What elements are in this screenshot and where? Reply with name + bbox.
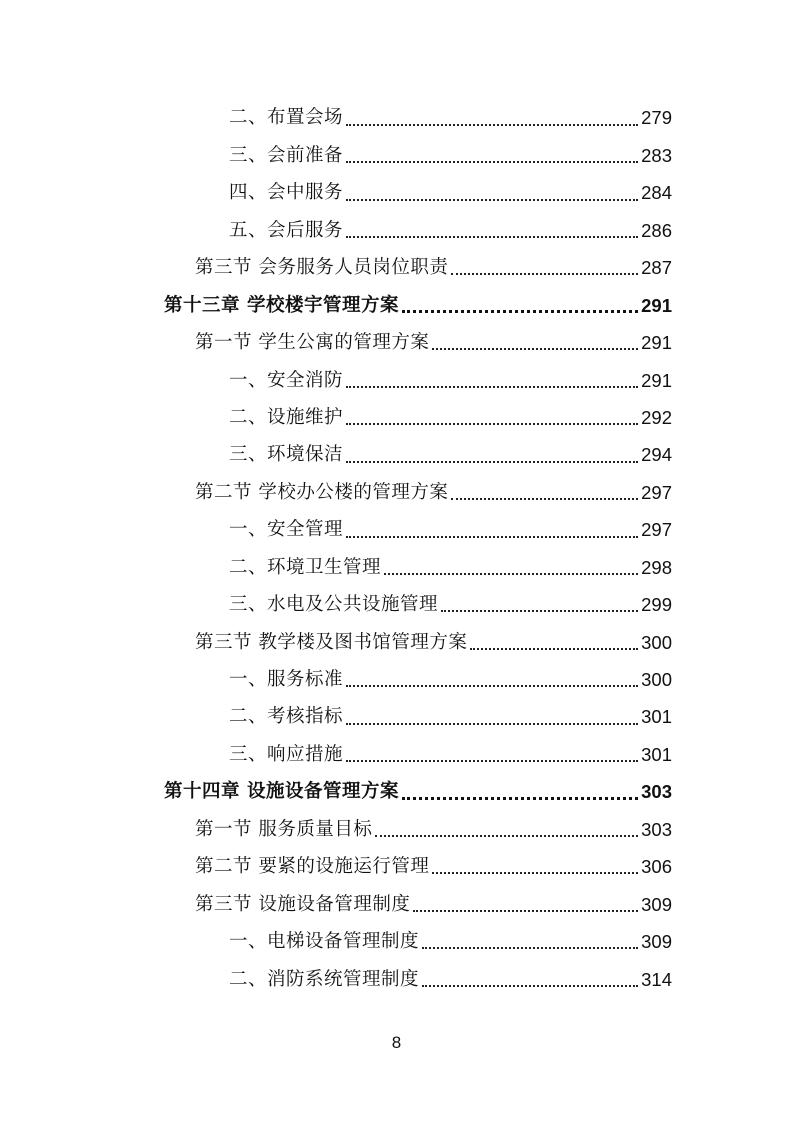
- toc-dot-leader: [432, 872, 638, 874]
- toc-dot-leader: [413, 910, 638, 912]
- toc-dot-leader: [384, 573, 638, 575]
- toc-entry[interactable]: [0, 587, 793, 624]
- toc-entry[interactable]: [0, 924, 793, 961]
- toc-entry-page: 306: [641, 856, 672, 878]
- toc-entry-title: 四、会中服务: [229, 182, 344, 204]
- toc-section-entry[interactable]: [0, 811, 793, 848]
- toc-entry-page: 299: [641, 594, 672, 616]
- toc-entry-page: 297: [641, 519, 672, 541]
- toc-dot-leader: [402, 310, 638, 313]
- toc-entry-title: 第十四章 设施设备管理方案: [164, 781, 399, 803]
- toc-dot-leader: [470, 648, 638, 650]
- toc-entry-title: 三、水电及公共设施管理: [229, 594, 439, 616]
- toc-dot-leader: [375, 835, 638, 837]
- toc-chapter-entry[interactable]: [0, 774, 793, 811]
- toc-section-entry[interactable]: [0, 250, 793, 287]
- toc-entry-page: 303: [641, 818, 672, 840]
- toc-entry-title: 一、安全消防: [229, 369, 344, 391]
- toc-dot-leader: [346, 161, 638, 163]
- toc-entry[interactable]: [0, 736, 793, 773]
- toc-entry-title: 第一节 学生公寓的管理方案: [195, 332, 430, 354]
- toc-entry-title: 第十三章 学校楼宇管理方案: [164, 294, 399, 316]
- toc-entry-page: 279: [641, 107, 672, 129]
- toc-entry-title: 二、消防系统管理制度: [229, 968, 420, 990]
- toc-dot-leader: [402, 797, 638, 800]
- toc-entry-page: 294: [641, 444, 672, 466]
- toc-entry-page: 292: [641, 406, 672, 428]
- toc-entry-page: 300: [641, 631, 672, 653]
- toc-entry-title: 一、安全管理: [229, 519, 344, 541]
- toc-entry-title: 二、环境卫生管理: [229, 556, 382, 578]
- toc-entry-page: 291: [641, 332, 672, 354]
- toc-section-entry[interactable]: [0, 886, 793, 923]
- toc-entry-page: 301: [641, 743, 672, 765]
- toc-entry-title: 三、会前准备: [229, 144, 344, 166]
- toc-entry-page: 303: [641, 781, 672, 803]
- page-number: 8: [391, 1033, 402, 1052]
- toc-dot-leader: [422, 985, 638, 987]
- toc-entry[interactable]: [0, 137, 793, 174]
- toc-entry-title: 第一节 服务质量目标: [195, 818, 373, 840]
- toc-entry-page: 291: [641, 294, 672, 316]
- toc-entry-title: 第二节 要紧的设施运行管理: [195, 856, 430, 878]
- table-of-contents: [0, 100, 793, 999]
- toc-entry-title: 第三节 会务服务人员岗位职责: [195, 257, 449, 279]
- toc-dot-leader: [346, 723, 638, 725]
- toc-entry-page: 283: [641, 144, 672, 166]
- toc-entry[interactable]: [0, 549, 793, 586]
- toc-entry[interactable]: [0, 175, 793, 212]
- toc-entry-title: 一、服务标准: [229, 669, 344, 691]
- toc-entry-page: 309: [641, 893, 672, 915]
- toc-dot-leader: [346, 386, 638, 388]
- toc-entry-page: 291: [641, 369, 672, 391]
- toc-dot-leader: [451, 273, 638, 275]
- toc-entry-title: 二、考核指标: [229, 706, 344, 728]
- toc-section-entry[interactable]: [0, 624, 793, 661]
- toc-entry[interactable]: [0, 400, 793, 437]
- toc-entry[interactable]: [0, 362, 793, 399]
- toc-dot-leader: [346, 423, 638, 425]
- toc-dot-leader: [346, 236, 638, 238]
- toc-entry[interactable]: [0, 699, 793, 736]
- toc-dot-leader: [346, 461, 638, 463]
- toc-section-entry[interactable]: [0, 849, 793, 886]
- toc-entry-title: 一、电梯设备管理制度: [229, 931, 420, 953]
- toc-section-entry[interactable]: [0, 474, 793, 511]
- toc-entry-page: 297: [641, 481, 672, 503]
- toc-dot-leader: [346, 685, 638, 687]
- toc-entry-title: 第三节 教学楼及图书馆管理方案: [195, 631, 468, 653]
- toc-entry-title: 三、环境保洁: [229, 444, 344, 466]
- toc-entry-title: 二、布置会场: [229, 107, 344, 129]
- toc-entry[interactable]: [0, 512, 793, 549]
- toc-entry-page: 287: [641, 257, 672, 279]
- toc-entry-page: 300: [641, 669, 672, 691]
- toc-entry-title: 第三节 设施设备管理制度: [195, 893, 411, 915]
- toc-entry-page: 298: [641, 556, 672, 578]
- toc-entry[interactable]: [0, 437, 793, 474]
- toc-dot-leader: [432, 348, 638, 350]
- toc-entry-title: 五、会后服务: [229, 219, 344, 241]
- toc-entry-title: 二、设施维护: [229, 406, 344, 428]
- toc-entry-title: 三、响应措施: [229, 743, 344, 765]
- toc-chapter-entry[interactable]: [0, 287, 793, 324]
- toc-dot-leader: [346, 760, 638, 762]
- toc-entry-page: 309: [641, 931, 672, 953]
- toc-dot-leader: [451, 498, 638, 500]
- toc-dot-leader: [346, 536, 638, 538]
- toc-entry[interactable]: [0, 961, 793, 998]
- toc-dot-leader: [346, 199, 638, 201]
- toc-dot-leader: [441, 610, 638, 612]
- toc-section-entry[interactable]: [0, 325, 793, 362]
- toc-dot-leader: [346, 124, 638, 126]
- toc-dot-leader: [422, 947, 638, 949]
- toc-entry[interactable]: [0, 212, 793, 249]
- toc-entry[interactable]: [0, 662, 793, 699]
- toc-entry-page: 314: [641, 968, 672, 990]
- toc-entry[interactable]: [0, 100, 793, 137]
- toc-entry-page: 301: [641, 706, 672, 728]
- toc-entry-page: 286: [641, 219, 672, 241]
- toc-entry-page: 284: [641, 182, 672, 204]
- toc-entry-title: 第二节 学校办公楼的管理方案: [195, 481, 449, 503]
